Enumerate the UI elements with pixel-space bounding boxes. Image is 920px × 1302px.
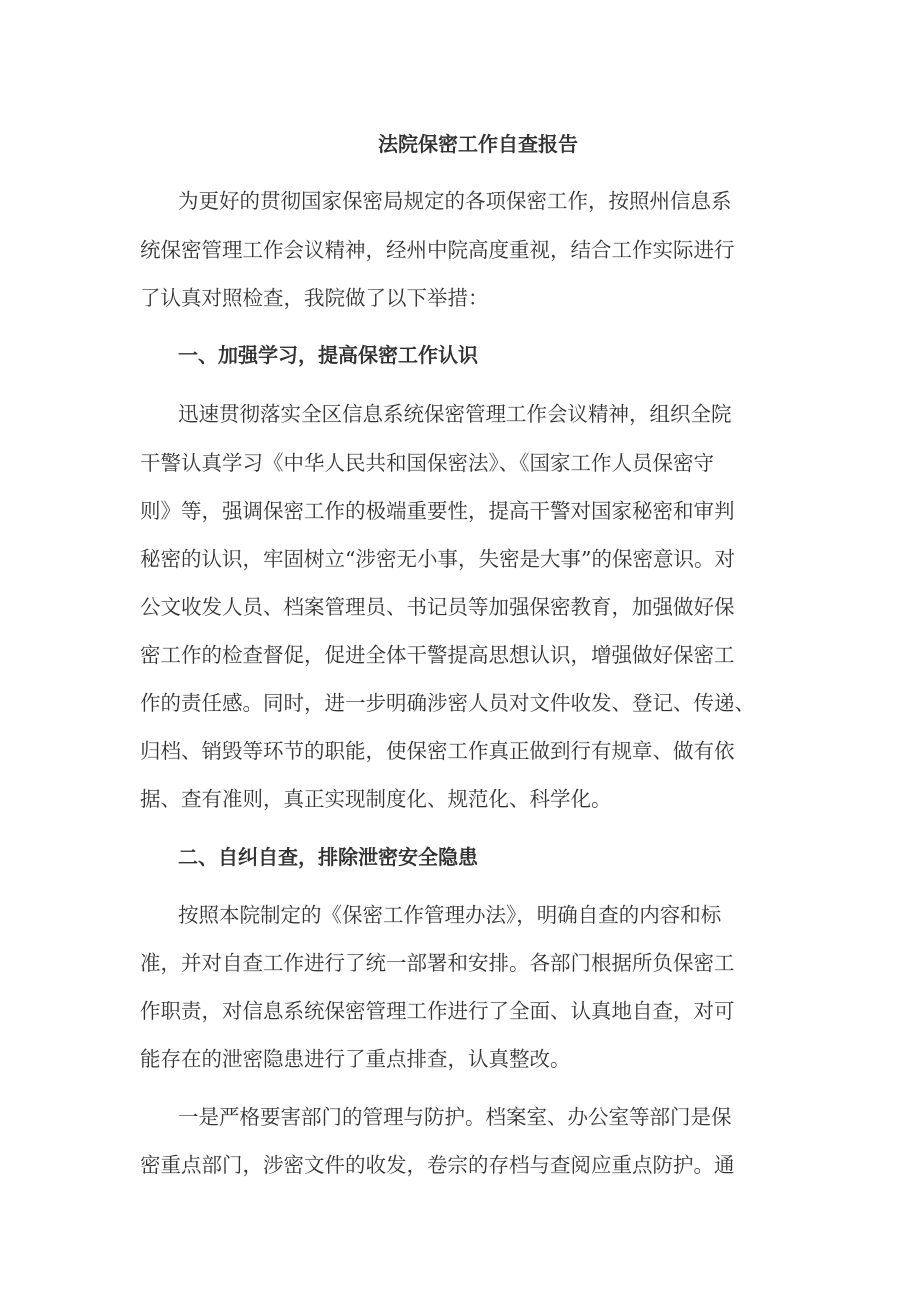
paragraph-line: 作的责任感。同时，进一步明确涉密人员对文件收发、登记、传递、 (140, 691, 755, 715)
paragraph-line: 归档、销毁等环节的职能，使保密工作真正做到行有规章、做有依 (140, 739, 735, 763)
paragraph-line: 能存在的泄密隐患进行了重点排查，认真整改。 (140, 1047, 571, 1071)
paragraph-line: 秘密的认识，牢固树立“涉密无小事，失密是大事”的保密意识。对 (140, 547, 735, 571)
paragraph-line: 一是严格要害部门的管理与防护。档案室、办公室等部门是保 (178, 1105, 732, 1129)
paragraph-line: 则》等，强调保密工作的极端重要性，提高干警对国家秘密和审判 (140, 499, 735, 523)
paragraph-line: 了认真对照检查，我院做了以下举措： (140, 286, 489, 310)
section-heading: 一、加强学习，提高保密工作认识 (178, 343, 478, 367)
document-title: 法院保密工作自查报告 (378, 132, 578, 156)
paragraph-line: 密工作的检查督促，促进全体干警提高思想认识，增强做好保密工 (140, 643, 735, 667)
paragraph-line: 作职责，对信息系统保密管理工作进行了全面、认真地自查，对可 (140, 999, 735, 1023)
paragraph-line: 干警认真学习《中华人民共和国保密法》、《国家工作人员保密守 (140, 451, 714, 475)
paragraph-line: 据、查有准则，真正实现制度化、规范化、科学化。 (140, 787, 612, 811)
paragraph-line: 为更好的贯彻国家保密局规定的各项保密工作，按照州信息系 (178, 189, 732, 213)
paragraph-line: 密重点部门，涉密文件的收发，卷宗的存档与查阅应重点防护。通 (140, 1153, 735, 1177)
paragraph-line: 迅速贯彻落实全区信息系统保密管理工作会议精神，组织全院 (178, 402, 732, 426)
section-heading: 二、自纠自查，排除泄密安全隐患 (178, 845, 478, 869)
paragraph-line: 统保密管理工作会议精神，经州中院高度重视，结合工作实际进行 (140, 238, 735, 262)
paragraph-line: 准，并对自查工作进行了统一部署和安排。各部门根据所负保密工 (140, 951, 735, 975)
paragraph-line: 公文收发人员、档案管理员、书记员等加强保密教育，加强做好保 (140, 595, 735, 619)
paragraph-line: 按照本院制定的《保密工作管理办法》，明确自查的内容和标 (178, 903, 722, 927)
